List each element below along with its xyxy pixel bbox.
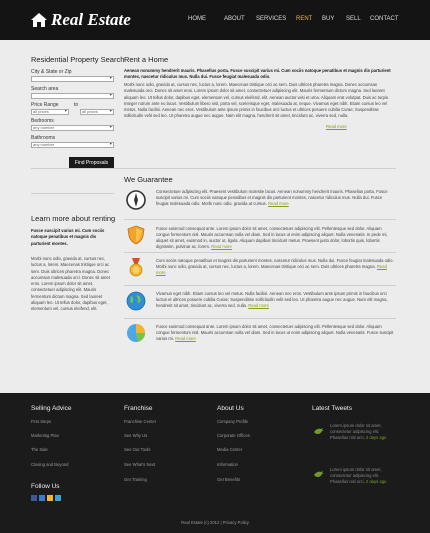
- divider: [124, 318, 396, 319]
- rent-body: Morbi nunc odio, gravida at, cursus nec, luctus a, lorem. Maecenas tristique orci ac sem. Duis ultrices pharetra magna. Donec accumsan malesuada orci. Donec sit amet eros. Lorem ipsum dolor sit amet, consectetuer adipiscing elit. Mauris fermentum dictum magna. Sed laoreet aliquam leo. Ut tellus dolor, dapibus eget, elementum vel, cursus eleifend, elit. Aenean auctor wisi et urna. Aliquam erat volutpat. Duis ac turpis. Integer rutrum ante eu lacus. Vestibulum libero nisl, porta vel, scelerisque eget, malesuada at, neque. Vivamus eget nibh. Etiam cursus leo vel metus. Nulla facilisi. Aenean nec eros. Vestibulum ante ipsum primis in faucibus orci luctus et ultrices posuere cubilia Curae; Suspendisse sollicitudin velit sed leo. Ut pharetra augue nec augue. Nam elit magna, hendrerit sit amet, tincidunt ac, viverra sed, nulla.: [124, 82, 390, 119]
- guarantee-text-1: Consectetuer adipiscing elit. Praesent vestibulum molestie lacus. Aenean nonummy hendrerit mauris. Phasellus porta. Fusce suscipit varius mi. Cum sociis natoque penatibus et magnis dis parturient montes, nascetur ridiculus mus. Nulla dui. Fusce feugiat malesuada odio. Morbi nunc odio, gravida at cursus. Read more: [156, 189, 388, 207]
- footer-link[interactable]: See Our Tools: [124, 447, 151, 452]
- renting-title: Learn more about renting: [31, 214, 116, 223]
- rent-read-more[interactable]: Read more: [326, 124, 347, 129]
- medal-icon: [126, 257, 146, 277]
- nav-sell[interactable]: SELL: [346, 16, 361, 22]
- tweet-item: Lorem ipsum dolor sit amet, consectetur adipiscing elit. Phasellus nisl orci, 2 days ago: [330, 423, 387, 440]
- price-to-label: to: [74, 102, 79, 108]
- rss-icon[interactable]: [55, 495, 61, 501]
- footer-link[interactable]: See Why Us: [124, 433, 148, 438]
- footer-link[interactable]: The Sale: [31, 447, 48, 452]
- bathrooms-label: Bathrooms: [31, 135, 56, 141]
- latest-tweets-title: Latest Tweets: [312, 405, 352, 412]
- selling-advice-title: Selling Advice: [31, 405, 72, 412]
- nav-home[interactable]: HOME: [188, 16, 206, 22]
- guarantee-title: We Guarantee: [124, 175, 173, 184]
- search-area-label: Search area: [31, 86, 59, 92]
- bird-icon: [314, 470, 324, 478]
- compass-icon: [126, 190, 146, 210]
- footer-link[interactable]: See What's Next: [124, 462, 156, 467]
- divider: [31, 168, 396, 169]
- footer-link[interactable]: Get Benefits: [217, 477, 241, 482]
- bathrooms-select[interactable]: any number ▾: [31, 142, 114, 148]
- search-area-select[interactable]: [31, 93, 114, 99]
- divider: [124, 285, 396, 286]
- renting-body: Morbi nunc odio, gravida at, cursus nec, luctus a, lorem. Maecenas tristique orci ac sem. Duis ultrices pharetra magna. Donec accumsan malesuada orci. Donec sit amet eros. Lorem ipsum dolor sit amet, consectetuer adipiscing elit. Mauris fermentum dictum magna. Sed laoreet aliquam leo. Ut tellus dolor, dapibus eget, elementum vel, cursus eleifend, elit.: [31, 256, 110, 312]
- copyright: Real Estate (c) 2012 | Privacy Policy: [181, 520, 249, 525]
- nav-contact[interactable]: CONTACT: [370, 16, 399, 22]
- divider: [124, 252, 396, 253]
- footer-link[interactable]: First Steps: [31, 419, 52, 424]
- facebook-icon[interactable]: [31, 495, 37, 501]
- city-label: City & State or Zip: [31, 69, 72, 75]
- shield-icon: [126, 225, 146, 245]
- rent-lead: Aenean nonummy hendrerit mauris. Phasellus porta. Fusce suscipit varius mi. Cum sociis natoque penatibus et magnis dis parturient montes, nascetur ridiculus mus. Nulla dui. Fusce feugiat malesuada odio.: [124, 68, 391, 80]
- guarantee-text-3: Cum sociis natoque penatibus et magnis dis parturient montes, nascetur ridiculus mus. Nulla dui. Fusce feugiat malesuada odio. Morbi nunc odio, gravida at, cursus nec, luctus a, lorem. Maecenas tristique orci ac sem. Duis ultrices pharetra magna. Read more: [156, 258, 394, 276]
- bird-icon: [314, 427, 324, 435]
- main-nav: [0, 16, 430, 26]
- twitter-icon[interactable]: [47, 495, 53, 501]
- follow-us-title: Follow Us: [31, 483, 60, 490]
- divider: [31, 193, 114, 194]
- guarantee-read-more-2[interactable]: Read more: [211, 244, 232, 250]
- guarantee-text-4: Vivamus eget nibh. Etiam cursus leo vel metus. Nulla facilisi. Aenean nec eros. Vestibulum ante ipsum primis in faucibus orci luctus et ultrices posuere cubilia Curae; Suspendisse sollicitudin velit sed leo. Ut pharetra augue nec augue. Nam elit magna, hendrerit sit amet, tincidunt ac, viverra sed, nulla. Read more: [156, 291, 388, 309]
- logo-text: Real Estate: [51, 10, 131, 29]
- footer-link[interactable]: Corporate Offices: [217, 433, 250, 438]
- price-max-select[interactable]: all prices ▾: [80, 109, 114, 115]
- guarantee-read-more-1[interactable]: Read more: [267, 201, 289, 207]
- about-us-title: About Us: [217, 405, 244, 412]
- bedrooms-label: Bedrooms: [31, 118, 54, 124]
- nav-rent[interactable]: RENT: [296, 16, 313, 22]
- tweet-item: Lorem ipsum dolor sit amet, consectetur adipiscing elit. Phasellus nisl orci, 2 days ago: [330, 467, 387, 484]
- price-min-select[interactable]: all prices ▾: [31, 109, 69, 115]
- footer-link[interactable]: Information: [217, 462, 238, 467]
- rent-title: Rent a Home: [124, 55, 169, 64]
- nav-services[interactable]: SERVICES: [256, 16, 287, 22]
- pie-chart-icon: [126, 323, 146, 343]
- guarantee-read-more-5[interactable]: Read more: [175, 336, 196, 342]
- nav-about[interactable]: ABOUT: [224, 16, 245, 22]
- guarantee-text-2: Fusce euismod consequat ante. Lorem ipsum dolor sit amet, consectetuer adipiscing elit. Pellentesque sed dolor. Aliquam congue fermentum nisl. Mauris accumsan nulla vel diam. Sed in lacus ut enim adipiscing aliquet. Nulla venenatis. In pede mi, aliquet sit amet, euismod in, auctor ut, ligula. Aliquam dapibus tincidunt metus. Praesent justo dolor, lobortis quis, lobortis dignissim, pulvinar ac, lorem. Read more: [156, 226, 388, 250]
- delicious-icon[interactable]: [39, 495, 45, 501]
- city-input[interactable]: [31, 76, 114, 82]
- footer-link[interactable]: Media Center: [217, 447, 243, 452]
- divider: [124, 219, 396, 220]
- site-footer: [0, 393, 430, 533]
- search-title: Residential Property Search: [31, 55, 125, 64]
- footer-link[interactable]: Marketing Plan: [31, 433, 59, 438]
- find-proposals-button[interactable]: Find Proposals: [69, 157, 114, 169]
- footer-link[interactable]: Closing and Beyond: [31, 462, 69, 467]
- guarantee-text-5: Fusce euismod consequat ante. Lorem ipsum dolor sit amet, consectetuer adipiscing elit. Pellentesque sed dolor. Aliquam congue fermentum nisl. Mauris accumsan nulla vel diam. Sed in lacus ut enim adipiscing aliquet. Nulla venenatis. Fusce suscipit varius mi. Read more: [156, 324, 394, 342]
- footer-link[interactable]: Company Profile: [217, 419, 248, 424]
- nav-buy[interactable]: BUY: [322, 16, 335, 22]
- guarantee-read-more-4[interactable]: Read more: [248, 303, 269, 309]
- globe-icon: [126, 291, 146, 311]
- price-label: Price Range: [31, 102, 59, 108]
- site-header: [0, 0, 430, 40]
- guarantee-read-more-3[interactable]: Read more: [156, 264, 387, 276]
- franchise-title: Franchise: [124, 405, 153, 412]
- footer-link[interactable]: Franchise Center: [124, 419, 157, 424]
- renting-lead: Fusce suscipit varius mi. Cum sociis natoque penatibus et magnis dis parturient montes.: [31, 228, 105, 246]
- footer-link[interactable]: Get Training: [124, 477, 147, 482]
- bedrooms-select[interactable]: any number ▾: [31, 125, 114, 131]
